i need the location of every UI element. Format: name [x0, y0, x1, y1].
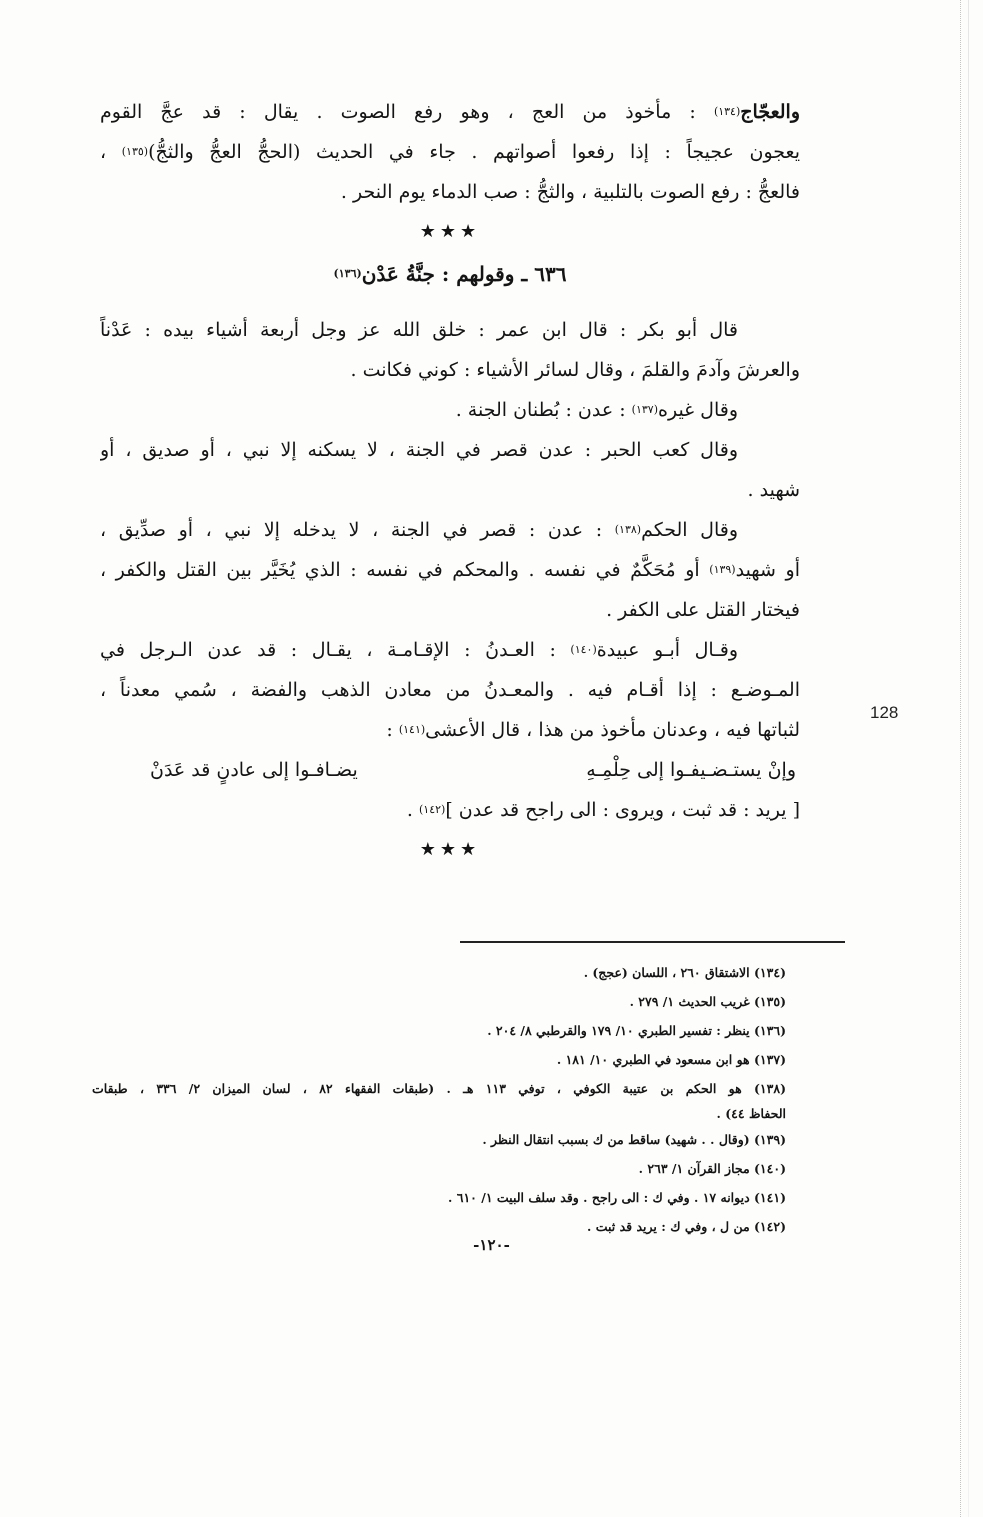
- footnote-ref: (١٣٦): [333, 267, 362, 280]
- margin-page-number: 128: [870, 703, 899, 722]
- text-line: يعجون عجيجاً : إذا رفعوا أصواتهم . جاء في الحديث (الحجُّ العجُّ والثجُّ)$^{(١٣٥)}$ ،: [100, 141, 800, 163]
- footnote-ref: (١٤١): [398, 723, 426, 736]
- footnote-ref: (١٤٠): [570, 643, 597, 656]
- text-line: فيختار القتل على الكفر .: [606, 599, 800, 621]
- verse-first-hemistich: وإنْ يستـضـيفـوا إلى حِلْمِـهِ: [586, 759, 796, 781]
- text-line: لثباتها فيه ، وعدنان مأخوذ من هذا ، قال الأعشى$^{(١٤١)}$ :: [386, 719, 800, 741]
- text-line: فالعجُّ : رفع الصوت بالتلبية ، والثجُّ : صب الدماء يوم النحر .: [340, 181, 800, 203]
- text-line: شهيد .: [747, 479, 800, 501]
- text-line: والعرشَ وآدمَ والقلمَ ، وقال لسائر الأشياء : كوني فكانت .: [350, 359, 800, 381]
- text-line: وقـال أبـو عبيدة$^{(١٤٠)}$ : العـدنُ : الإقـامـة ، يقـال : قد عدن الـرجل في: [100, 639, 738, 661]
- section-divider-stars: ★★★: [419, 839, 481, 860]
- footnotes: [92, 958, 786, 1241]
- verse-note: [ يريد : قد ثبت ، ويروى : الى راجح قد عدن ]$^{(١٤٢)}$ .: [406, 799, 800, 821]
- footnote: (١٤١) ديوانه ١٧ . وفي ك : الى راجح . وقد سلف البيت ١/ ٦١٠ .: [448, 1190, 786, 1205]
- footnote: (١٣٥) غريب الحديث ١/ ٢٧٩ .: [629, 994, 786, 1009]
- footnote-ref: (١٣٥): [121, 145, 149, 158]
- footnote-ref: (١٣٨): [614, 523, 642, 536]
- footnote-ref: (١٣٤): [713, 105, 741, 118]
- footnote: (١٣٧) هو ابن مسعود في الطبري ١٠/ ١٨١ .: [556, 1052, 786, 1067]
- main-text: [100, 92, 800, 870]
- entry-heading: ٦٣٦ ـ وقولهم : جنَّةُ عَدْن$^{(١٣٦)}$: [333, 262, 567, 286]
- footnote: (١٣٦) ينظر : تفسير الطبري ١٠/ ١٧٩ والقرطبي ٨/ ٢٠٤ .: [487, 1023, 786, 1038]
- text-line: المـوضـع : إذا أقـام فيه . والمعـدنُ من معادن الذهب والفضة ، سُمي معدناً ،: [100, 679, 800, 701]
- page-folio: -١٢٠-: [473, 1236, 510, 1254]
- section-divider-stars: ★★★: [419, 221, 481, 242]
- footnote-separator: [460, 941, 845, 943]
- footnote: (١٣٩) (وقال . . شهيد) ساقط من ك بسبب انتقال النظر .: [482, 1132, 786, 1147]
- text-line: وقال كعب الحبر : عدن قصر في الجنة ، لا يسكنه إلا نبي ، أو صديق ، أو: [100, 439, 738, 461]
- footnote-continuation: الحفاظ ٤٤) .: [716, 1106, 786, 1121]
- scan-edge-dots: [960, 0, 961, 1517]
- footnote-ref: (١٤٢): [418, 803, 446, 816]
- text-line: والعجّاج$^{(١٣٤)}$ : مأخوذ من العج ، وهو رفع الصوت . يقال : قد عجَّ القوم: [100, 101, 800, 123]
- text-line: أو شهيد$^{(١٣٩)}$ أو مُحَكَّمٌ في نفسه . والمحكم في نفسه : الذي يُخَيَّر بين القتل والكفر ،: [100, 559, 800, 581]
- footnote: (١٣٤) الاشتقاق ٢٦٠ ، اللسان (عجج) .: [583, 965, 786, 980]
- footnote-ref: (١٣٧): [631, 403, 658, 416]
- footnote: (١٣٨) هو الحكم بن عتيبة الكوفي ، توفي ١١٣ هـ . (طبقات الفقهاء ٨٢ ، لسان الميزان ٢/ ٣٣٦ ، طبقات: [92, 1081, 786, 1096]
- verse-second-hemistich: يضـافـوا إلى عادنٍ قد عَدَنْ: [150, 759, 358, 781]
- text-line: وقال الحكم$^{(١٣٨)}$ : عدن : قصر في الجنة ، لا يدخله إلا نبي ، أو صدِّيق ،: [100, 519, 738, 541]
- scan-edge-shadow: [968, 0, 969, 1517]
- footnote: (١٤٠) مجاز القرآن ١/ ٢٦٣ .: [638, 1161, 786, 1176]
- text-line: قال أبو بكر : قال ابن عمر : خلق الله عز وجل أربعة أشياء بيده : عَدْناً: [100, 319, 738, 341]
- footnote-ref: (١٣٩): [709, 563, 736, 576]
- footnote: (١٤٢) من ل ، وفي ك : يريد قد ثبت .: [586, 1219, 786, 1234]
- poetry-verse: [100, 750, 800, 790]
- text-line: وقال غيره$^{(١٣٧)}$ : عدن : بُطنان الجنة .: [455, 399, 738, 421]
